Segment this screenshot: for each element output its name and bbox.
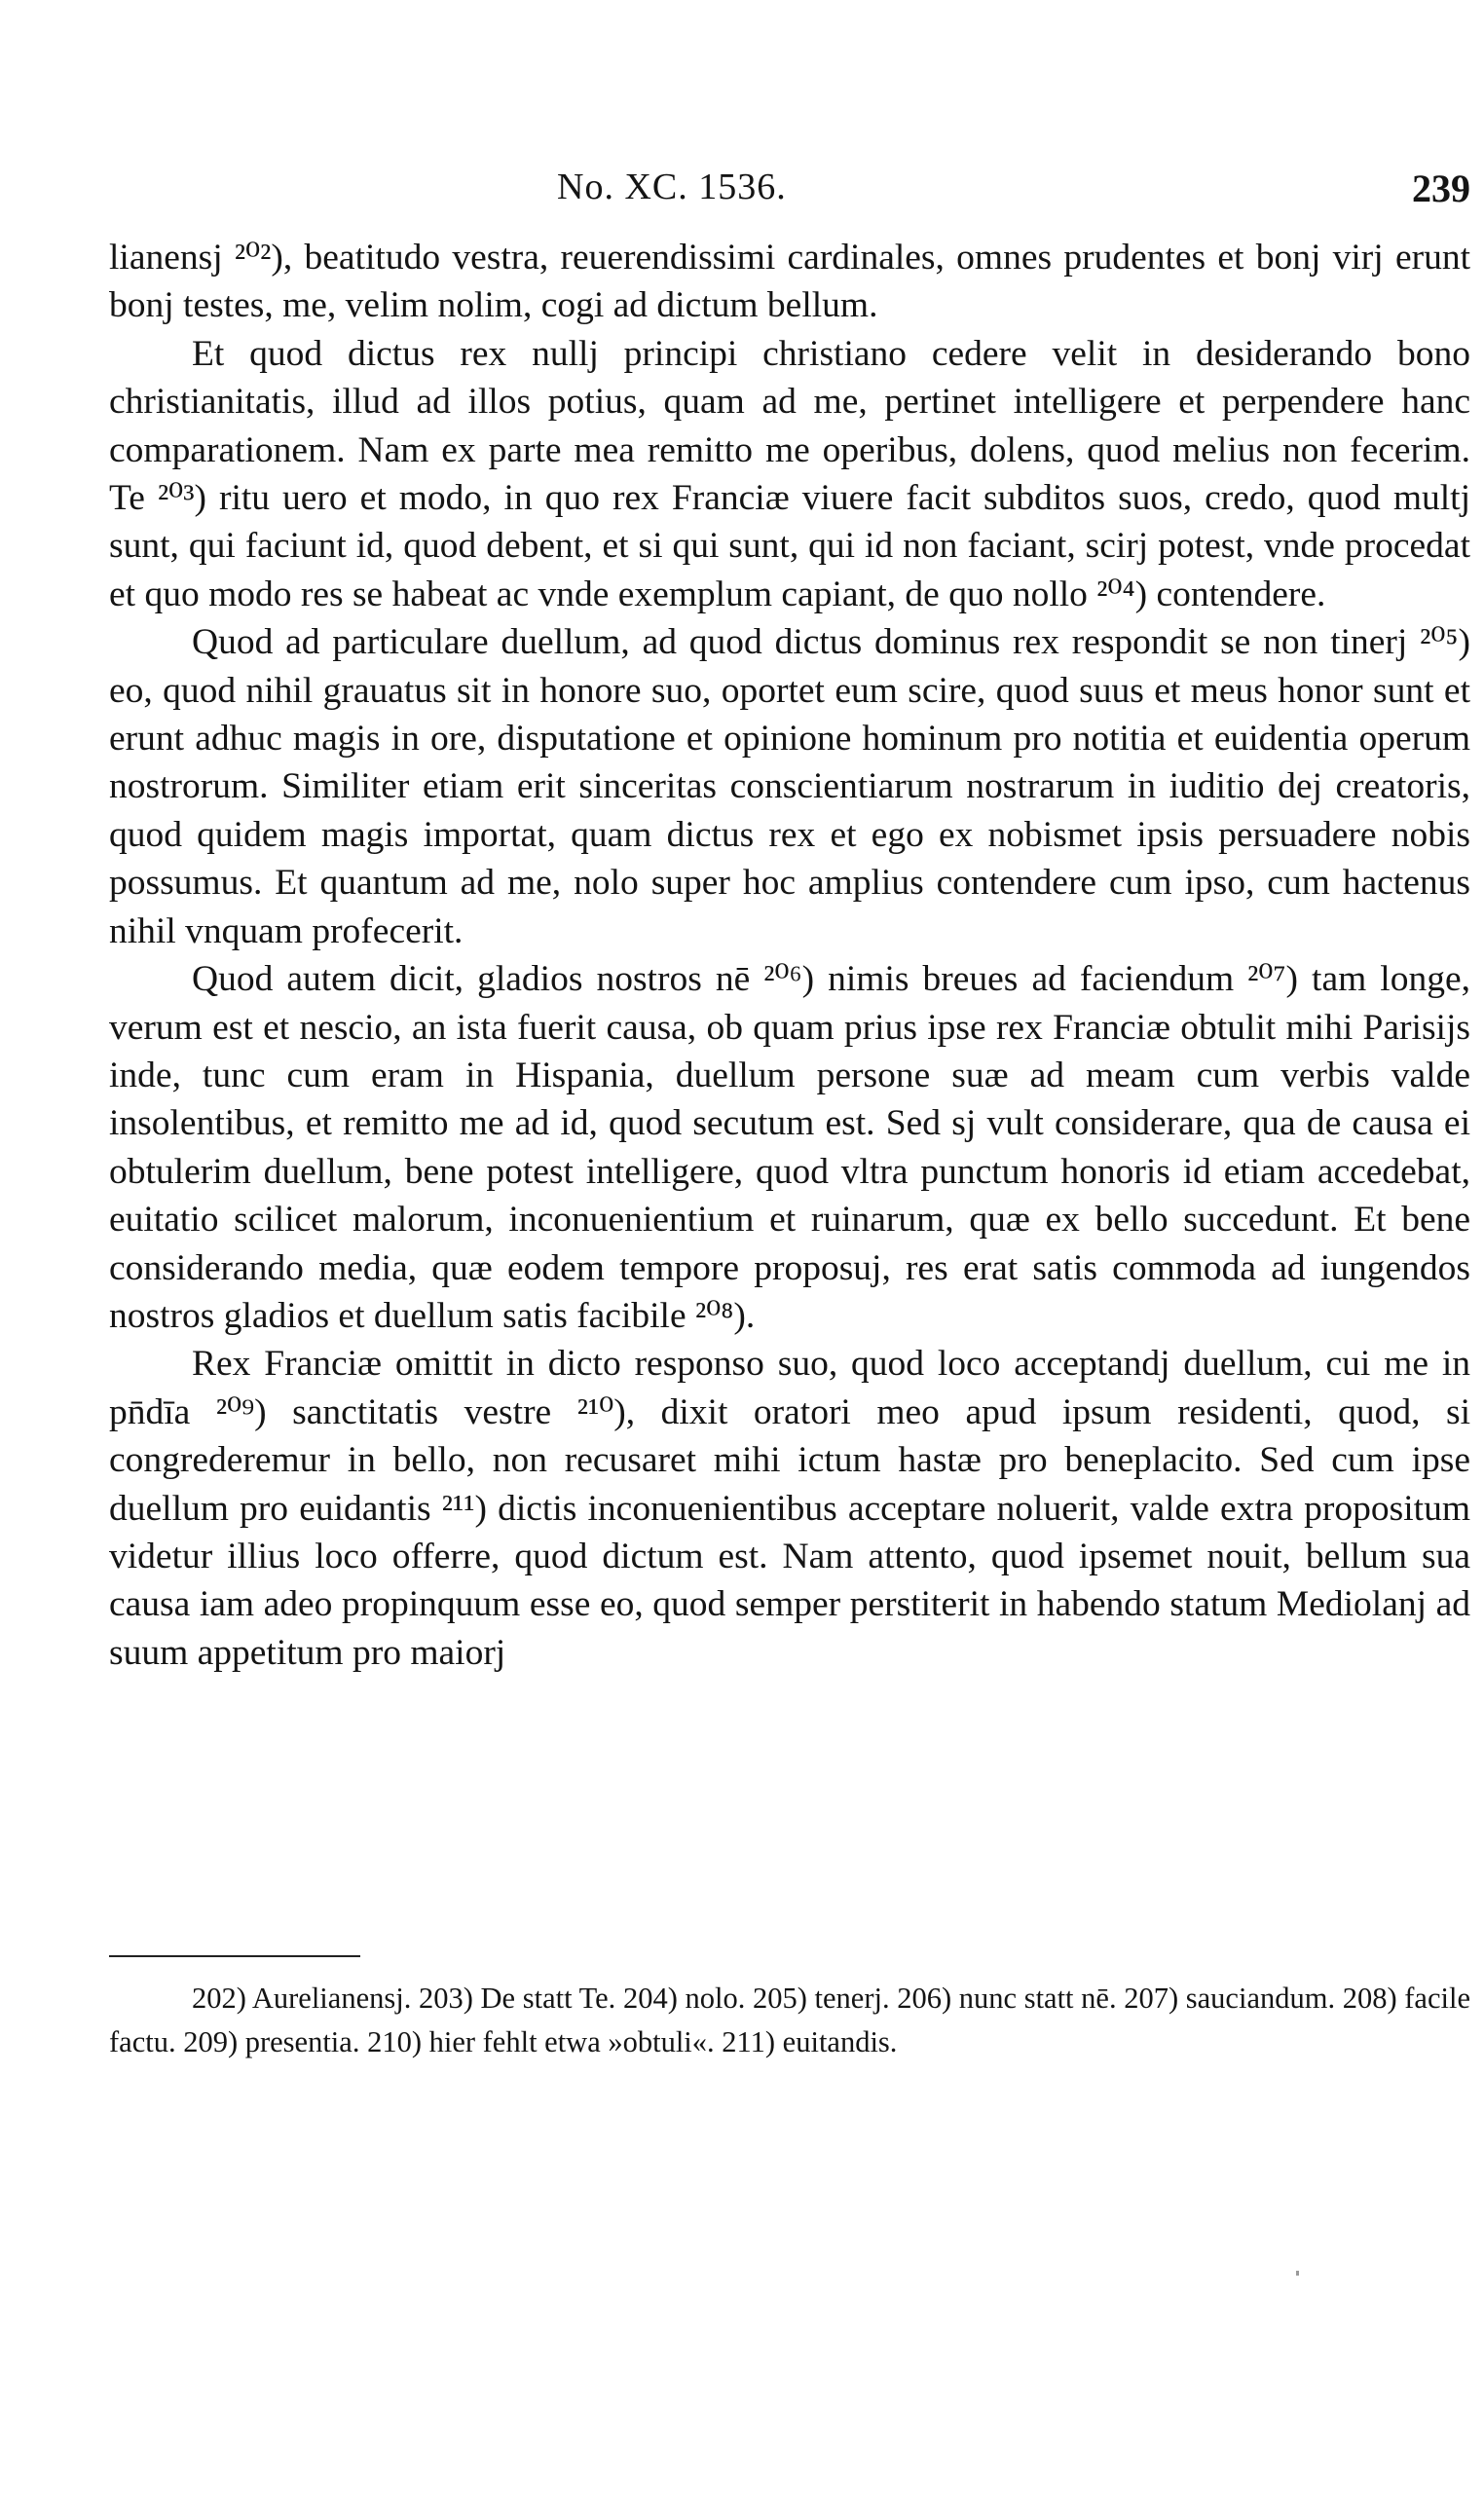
page-number: 239 xyxy=(1412,167,1470,210)
paragraph: Quod ad particulare duellum, ad quod dictus dominus rex respondit se non tinerj ²⁰⁵) eo, quod nihil grauatus sit in honore suo, oportet eum scire, quod suus et meus honor sunt et erunt adhuc magis in ore, disputatione et opinione hominum pro notitia et euidentia operum nostrorum. Similiter etiam erit sinceritas conscientiarum nostrarum in iuditio dej creatoris, quod quidem magis importat, quam dictus rex et ego ex nobismet ipsis persuadere nobis possumus. Et quantum ad me, nolo super hoc amplius contendere cum ipso, cum hactenus nihil vnquam profecerit. xyxy=(109,622,1470,951)
paragraph: Rex Franciæ omittit in dicto responso suo, quod loco acceptandj duellum, cui me in pn̄dīa ²⁰⁹) sanctitatis vestre ²¹⁰), dixit oratori meo apud ipsum residenti, quod, si congrederemur in bello, non recusaret mihi ictum hastæ pro beneplacito. Sed cum ipse duellum pro euidantis ²¹¹) dictis inconuenientibus acceptare noluerit, valde extra propositum videtur illius loco offerre, quod dictum est. Nam attento, quod ipsemet nouit, bellum sua causa iam adeo propinquum esse eo, quod semper perstiterit in habendo statum Mediolanj ad suum appetitum pro maiorj xyxy=(109,1344,1470,1673)
footnote-text: 202) Aurelianensj. 203) De statt Te. 204) nolo. 205) tenerj. 206) nunc statt nē. 207) sauciandum. 208) facile factu. 209) presentia. 210) hier fehlt etwa »obtuli«. 211) euitandis. xyxy=(109,1982,1470,2058)
paper-speck xyxy=(1296,2271,1299,2276)
paragraph: Et quod dictus rex nullj principi christiano cedere velit in desiderando bono christianitatis, illud ad illos potius, quam ad me, pertinet intelligere et perpendere hanc comparationem. Nam ex parte mea remitto me operibus, dolens, quod melius non fecerim. Te ²⁰³) ritu uero et modo, in quo rex Franciæ viuere facit subditos suos, credo, quod multj sunt, qui faciunt id, quod debent, et si qui sunt, qui id non faciant, scirj potest, vnde procedat et quo modo res se habeat ac vnde exemplum capiant, de quo nollo ²⁰⁴) contendere. xyxy=(109,333,1470,614)
main-text xyxy=(109,234,1470,1677)
footnotes xyxy=(109,1977,1470,2064)
paragraph: Quod autem dicit, gladios nostros nē ²⁰⁶) nimis breues ad faciendum ²⁰⁷) tam longe, verum est et nescio, an ista fuerit causa, ob quam prius ipse rex Franciæ obtulit mihi Parisijs inde, tunc cum eram in Hispania, duellum persone suæ ad meam cum verbis valde insolentibus, et remitto me ad id, quod secutum est. Sed sj vult considerare, qua de causa ei obtulerim duellum, bene potest intelligere, quod vltra punctum honoris id etiam accedebat, euitatio scilicet malorum, inconuenientium et ruinarum, quæ ex bello succedunt. Et bene considerando media, quæ eodem tempore proposuj, res erat satis commoda ad iungendos nostros gladios et duellum satis facibile ²⁰⁸). xyxy=(109,959,1470,1336)
footnote-divider xyxy=(109,1955,360,1957)
paragraph-continuation: lianensj ²⁰²), beatitudo vestra, reuerendissimi cardinales, omnes prudentes et bonj virj erunt bonj testes, me, velim nolim, cogi ad dictum bellum. xyxy=(109,238,1470,326)
running-title: No. XC. 1536. xyxy=(557,167,787,207)
page-header xyxy=(109,166,1470,214)
